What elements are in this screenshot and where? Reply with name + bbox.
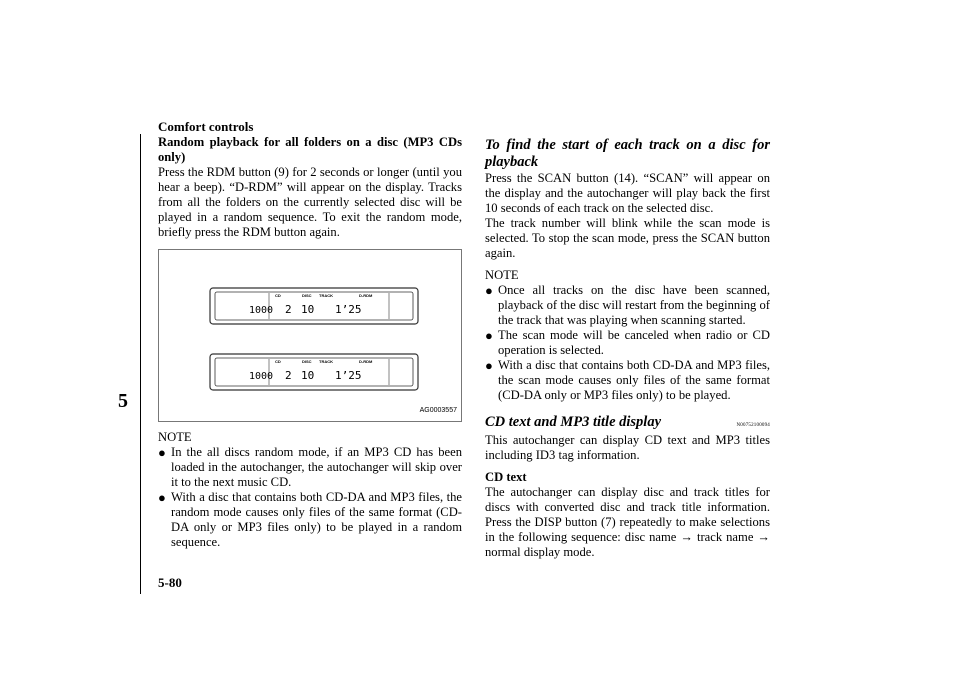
lcd-top-tag: D-RDM: [359, 293, 373, 298]
lcd-bottom-tag: D-RDM: [359, 359, 373, 364]
list-item: [158, 490, 462, 550]
list-item: [485, 328, 770, 358]
lcd-bottom-folder: 2: [285, 369, 292, 382]
note-text: With a disc that contains both CD-DA and MP3 files, the scan mode causes only files of the same format (CD-DA only or MP3 files only) to be played.: [498, 358, 770, 402]
note-text: With a disc that contains both CD-DA and MP3 files, the random mode causes only files of the same format (CD-DA only or MP3 files only) to be played in a random sequence.: [171, 490, 462, 549]
left-note-title: NOTE: [158, 430, 192, 444]
note-text: Once all tracks on the disc have been scanned, playback of the disc will restart from the beginning of the track that was playing when scanning started.: [498, 283, 770, 327]
lcd-top-label-track: TRACK: [319, 293, 333, 298]
chapter-tab-number: 5: [118, 390, 128, 412]
right-note-list: [485, 283, 770, 403]
lcd-top-label-disc: DISC: [302, 293, 312, 298]
list-item: [485, 358, 770, 403]
lcd-bottom-track: 10: [301, 369, 315, 382]
chapter-tab-divider: [140, 134, 141, 594]
cdtext-heading-row: [485, 414, 770, 433]
cdtext-sub-paragraph: The autochanger can display disc and track titles for discs with converted disc and track title information. Press the DISP button (7) repeatedly to make selections in the following sequence: disc name → track name → normal display mode.: [485, 485, 770, 559]
bullet-icon: ●: [485, 283, 493, 298]
list-item: [158, 445, 462, 490]
figure-code: AG0003557: [419, 407, 457, 414]
lcd-bottom-time: 1’25: [335, 369, 362, 382]
left-note-list: [158, 445, 462, 550]
list-item: [485, 283, 770, 328]
bullet-icon: ●: [158, 445, 166, 460]
section-header: Comfort controls: [158, 119, 254, 134]
lcd-bottom-left-value: 1000: [249, 371, 274, 382]
lcd-display-bottom: [209, 353, 419, 391]
random-playback-paragraph: Press the RDM button (9) for 2 seconds or longer (until you hear a beep). “D-RDM” will appear on the display. Tracks from all the folders on the currently selected disc will be played in a random sequence. To exit the random mode, briefly press the RDM button again.: [158, 165, 462, 239]
cdtext-paragraph: This autochanger can display CD text and MP3 titles including ID3 tag information.: [485, 433, 770, 462]
cdtext-heading: CD text and MP3 title display: [485, 414, 662, 430]
right-note-title: NOTE: [485, 268, 519, 282]
right-column: [485, 137, 770, 560]
left-column: [158, 135, 462, 550]
lcd-bottom-label-track: TRACK: [319, 359, 333, 364]
page-number: 5-80: [158, 575, 182, 590]
cdtext-code: N00752100094: [736, 423, 770, 428]
lcd-top-label-cd: CD: [275, 293, 281, 298]
scan-heading: To find the start of each track on a disc for playback: [485, 137, 770, 170]
note-text: The scan mode will be canceled when radio or CD operation is selected.: [498, 328, 770, 357]
bullet-icon: ●: [158, 490, 166, 505]
note-text: In the all discs random mode, if an MP3 CD has been loaded in the autochanger, the autochanger will skip over it to the next music CD.: [171, 445, 462, 489]
lcd-display-top: [209, 287, 419, 325]
lcd-top-left-value: 1000: [249, 305, 274, 316]
lcd-top-track: 10: [301, 303, 315, 316]
display-figure: [158, 249, 462, 422]
bullet-icon: ●: [485, 358, 493, 373]
lcd-top-time: 1’25: [335, 303, 362, 316]
random-playback-heading: Random playback for all folders on a disc (MP3 CDs only): [158, 135, 462, 164]
lcd-top-folder: 2: [285, 303, 292, 316]
cdtext-subheading: CD text: [485, 470, 527, 484]
scan-paragraph: Press the SCAN button (14). “SCAN” will appear on the display and the autochanger will play back the first 10 seconds of each track on the selected disc.: [485, 171, 770, 215]
lcd-bottom-label-cd: CD: [275, 359, 281, 364]
bullet-icon: ●: [485, 328, 493, 343]
scan-paragraph-2: The track number will blink while the scan mode is selected. To stop the scan mode, press the SCAN button again.: [485, 216, 770, 260]
lcd-bottom-label-disc: DISC: [302, 359, 312, 364]
